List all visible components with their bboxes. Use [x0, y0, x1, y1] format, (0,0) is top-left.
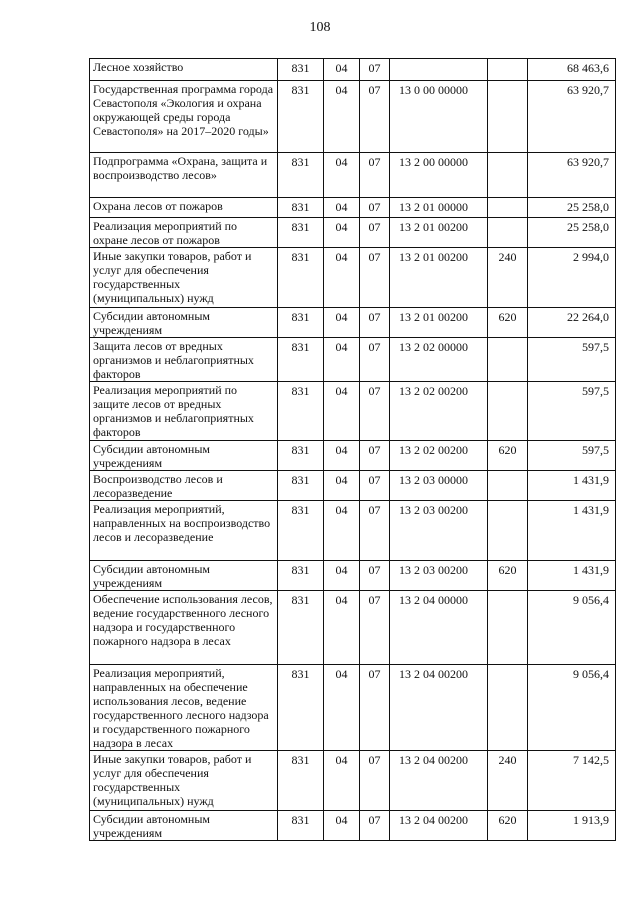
row-amount-cell: 25 258,0 [528, 198, 616, 218]
row-admin-code-cell: 831 [278, 338, 324, 382]
row-expense-type-cell [488, 501, 528, 561]
table-row [90, 81, 616, 153]
row-section-cell: 04 [324, 471, 360, 501]
row-name-cell: Подпрограмма «Охрана, защита и воспроизводство лесов» [90, 153, 278, 198]
row-admin-code-cell: 831 [278, 218, 324, 248]
row-subsection-cell: 07 [360, 441, 390, 471]
row-amount-cell: 25 258,0 [528, 218, 616, 248]
row-name-cell: Субсидии автономным учреждениям [90, 308, 278, 338]
row-subsection-cell: 07 [360, 501, 390, 561]
row-subsection-cell: 07 [360, 59, 390, 81]
row-expense-type-cell [488, 471, 528, 501]
row-section-cell: 04 [324, 811, 360, 841]
row-section-cell: 04 [324, 198, 360, 218]
row-admin-code-cell: 831 [278, 751, 324, 811]
row-expense-type-cell: 620 [488, 308, 528, 338]
row-target-article-cell: 13 2 02 00200 [390, 441, 488, 471]
row-name-cell: Реализация мероприятий по охране лесов от пожаров [90, 218, 278, 248]
table-row [90, 561, 616, 591]
row-admin-code-cell: 831 [278, 665, 324, 751]
table-row [90, 218, 616, 248]
row-admin-code-cell: 831 [278, 471, 324, 501]
row-admin-code-cell: 831 [278, 248, 324, 308]
table-row [90, 153, 616, 198]
row-section-cell: 04 [324, 218, 360, 248]
table-row [90, 441, 616, 471]
row-expense-type-cell: 240 [488, 751, 528, 811]
table-row [90, 751, 616, 811]
row-admin-code-cell: 831 [278, 441, 324, 471]
table-row [90, 501, 616, 561]
row-name-cell: Защита лесов от вредных организмов и неблагоприятных факторов [90, 338, 278, 382]
row-target-article-cell: 13 2 03 00200 [390, 561, 488, 591]
row-admin-code-cell: 831 [278, 198, 324, 218]
row-subsection-cell: 07 [360, 561, 390, 591]
row-amount-cell: 597,5 [528, 441, 616, 471]
row-amount-cell: 7 142,5 [528, 751, 616, 811]
row-amount-cell: 1 431,9 [528, 471, 616, 501]
row-expense-type-cell [488, 198, 528, 218]
row-subsection-cell: 07 [360, 665, 390, 751]
row-name-cell: Иные закупки товаров, работ и услуг для обеспечения государственных (муниципальных) нужд [90, 248, 278, 308]
row-subsection-cell: 07 [360, 198, 390, 218]
row-section-cell: 04 [324, 153, 360, 198]
row-section-cell: 04 [324, 81, 360, 153]
row-section-cell: 04 [324, 751, 360, 811]
row-target-article-cell: 13 2 03 00200 [390, 501, 488, 561]
row-amount-cell: 1 431,9 [528, 561, 616, 591]
row-target-article-cell: 13 2 02 00000 [390, 338, 488, 382]
row-amount-cell: 2 994,0 [528, 248, 616, 308]
row-target-article-cell: 13 2 04 00200 [390, 665, 488, 751]
row-amount-cell: 63 920,7 [528, 153, 616, 198]
row-admin-code-cell: 831 [278, 811, 324, 841]
table-row [90, 591, 616, 665]
row-subsection-cell: 07 [360, 218, 390, 248]
budget-table [89, 58, 616, 841]
row-subsection-cell: 07 [360, 248, 390, 308]
row-target-article-cell [390, 59, 488, 81]
row-section-cell: 04 [324, 308, 360, 338]
row-admin-code-cell: 831 [278, 501, 324, 561]
row-name-cell: Обеспечение использования лесов, ведение государственного лесного надзора и государственного пожарного надзора в лесах [90, 591, 278, 665]
row-section-cell: 04 [324, 338, 360, 382]
row-name-cell: Субсидии автономным учреждениям [90, 811, 278, 841]
table-row [90, 308, 616, 338]
row-target-article-cell: 13 2 03 00000 [390, 471, 488, 501]
table-row [90, 665, 616, 751]
row-admin-code-cell: 831 [278, 153, 324, 198]
row-target-article-cell: 13 2 01 00200 [390, 218, 488, 248]
row-name-cell: Субсидии автономным учреждениям [90, 441, 278, 471]
row-subsection-cell: 07 [360, 811, 390, 841]
row-target-article-cell: 13 2 01 00200 [390, 308, 488, 338]
row-target-article-cell: 13 2 02 00200 [390, 382, 488, 441]
row-expense-type-cell [488, 218, 528, 248]
row-section-cell: 04 [324, 441, 360, 471]
row-admin-code-cell: 831 [278, 382, 324, 441]
row-admin-code-cell: 831 [278, 591, 324, 665]
row-amount-cell: 9 056,4 [528, 665, 616, 751]
row-subsection-cell: 07 [360, 751, 390, 811]
row-section-cell: 04 [324, 591, 360, 665]
row-subsection-cell: 07 [360, 81, 390, 153]
table-row [90, 59, 616, 81]
row-target-article-cell: 13 2 04 00200 [390, 811, 488, 841]
row-amount-cell: 1 913,9 [528, 811, 616, 841]
row-name-cell: Реализация мероприятий, направленных на воспроизводство лесов и лесоразведение [90, 501, 278, 561]
row-subsection-cell: 07 [360, 471, 390, 501]
row-amount-cell: 1 431,9 [528, 501, 616, 561]
row-subsection-cell: 07 [360, 153, 390, 198]
row-expense-type-cell [488, 153, 528, 198]
row-name-cell: Субсидии автономным учреждениям [90, 561, 278, 591]
row-expense-type-cell: 620 [488, 441, 528, 471]
row-section-cell: 04 [324, 665, 360, 751]
row-expense-type-cell [488, 382, 528, 441]
row-section-cell: 04 [324, 248, 360, 308]
row-target-article-cell: 13 2 01 00200 [390, 248, 488, 308]
table-row [90, 382, 616, 441]
row-target-article-cell: 13 2 04 00000 [390, 591, 488, 665]
table-row [90, 811, 616, 841]
table-row [90, 338, 616, 382]
row-expense-type-cell [488, 338, 528, 382]
row-name-cell: Реализация мероприятий по защите лесов от вредных организмов и неблагоприятных факторов [90, 382, 278, 441]
row-name-cell: Государственная программа города Севастополя «Экология и охрана окружающей среды города Севастополя» на 2017–2020 годы» [90, 81, 278, 153]
row-section-cell: 04 [324, 382, 360, 441]
row-subsection-cell: 07 [360, 591, 390, 665]
row-expense-type-cell [488, 81, 528, 153]
table-row [90, 248, 616, 308]
row-name-cell: Реализация мероприятий, направленных на обеспечение использования лесов, ведение государственного лесного надзора и государственного пожарного надзора в лесах [90, 665, 278, 751]
row-expense-type-cell: 240 [488, 248, 528, 308]
row-admin-code-cell: 831 [278, 561, 324, 591]
table-row [90, 471, 616, 501]
page-number: 108 [309, 20, 331, 35]
row-subsection-cell: 07 [360, 308, 390, 338]
row-expense-type-cell: 620 [488, 561, 528, 591]
row-admin-code-cell: 831 [278, 81, 324, 153]
row-target-article-cell: 13 2 00 00000 [390, 153, 488, 198]
row-name-cell: Воспроизводство лесов и лесоразведение [90, 471, 278, 501]
table-row [90, 198, 616, 218]
row-name-cell: Лесное хозяйство [90, 59, 278, 81]
row-subsection-cell: 07 [360, 338, 390, 382]
row-amount-cell: 63 920,7 [528, 81, 616, 153]
row-amount-cell: 22 264,0 [528, 308, 616, 338]
row-expense-type-cell [488, 59, 528, 81]
row-amount-cell: 68 463,6 [528, 59, 616, 81]
budget-table-body [90, 59, 616, 841]
row-section-cell: 04 [324, 561, 360, 591]
row-admin-code-cell: 831 [278, 59, 324, 81]
row-section-cell: 04 [324, 59, 360, 81]
row-section-cell: 04 [324, 501, 360, 561]
row-amount-cell: 597,5 [528, 338, 616, 382]
row-expense-type-cell [488, 665, 528, 751]
row-expense-type-cell: 620 [488, 811, 528, 841]
row-amount-cell: 9 056,4 [528, 591, 616, 665]
row-amount-cell: 597,5 [528, 382, 616, 441]
row-name-cell: Иные закупки товаров, работ и услуг для обеспечения государственных (муниципальных) нужд [90, 751, 278, 811]
row-subsection-cell: 07 [360, 382, 390, 441]
row-target-article-cell: 13 2 01 00000 [390, 198, 488, 218]
row-target-article-cell: 13 2 04 00200 [390, 751, 488, 811]
row-name-cell: Охрана лесов от пожаров [90, 198, 278, 218]
row-target-article-cell: 13 0 00 00000 [390, 81, 488, 153]
row-admin-code-cell: 831 [278, 308, 324, 338]
row-expense-type-cell [488, 591, 528, 665]
